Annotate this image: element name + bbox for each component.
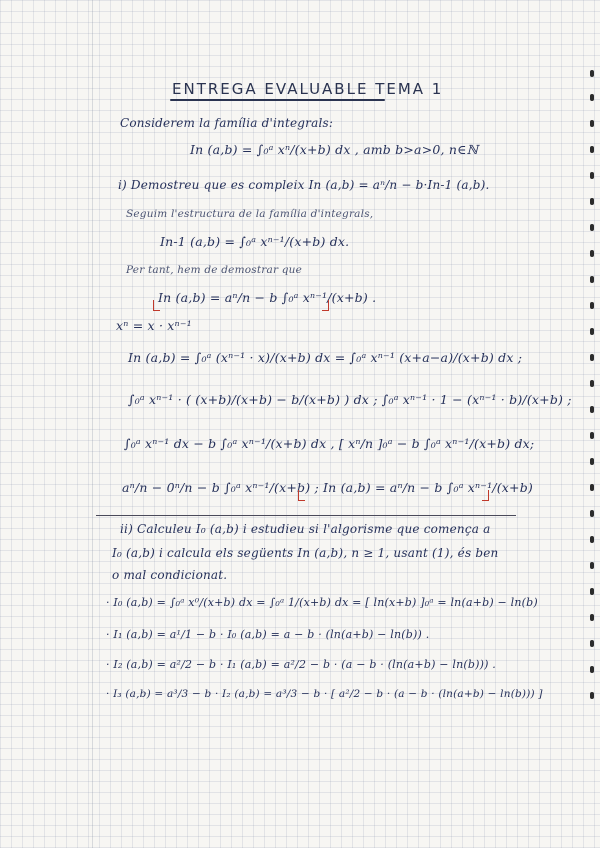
section-divider — [96, 515, 516, 516]
part-i-eq-4: In (a,b) = ∫₀ᵃ (xⁿ⁻¹ · x)/(x+b) dx = ∫₀ᵃ xⁿ⁻¹ (x+a−a)/(x+b) dx ; — [128, 350, 523, 365]
part-i-statement: i) Demostreu que es compleix In (a,b) = aⁿ/n − b·In-1 (a,b). — [118, 178, 490, 192]
part-i-eq-2: In (a,b) = aⁿ/n − b ∫₀ᵃ xⁿ⁻¹/(x+b) . — [158, 290, 377, 305]
red-bracket-left — [153, 300, 160, 311]
part-i-eq-7: aⁿ/n − 0ⁿ/n − b ∫₀ᵃ xⁿ⁻¹/(x+b) ; In (a,b) = aⁿ/n − b ∫₀ᵃ xⁿ⁻¹/(x+b) — [122, 480, 533, 495]
part-i-eq-1: In-1 (a,b) = ∫₀ᵃ xⁿ⁻¹/(x+b) dx. — [160, 234, 350, 249]
integral-definition: In (a,b) = ∫₀ᵃ xⁿ/(x+b) dx , amb b>a>0, n∈ℕ — [190, 142, 479, 157]
intro-text: Considerem la família d'integrals: — [120, 116, 334, 130]
margin-line — [92, 0, 93, 848]
red-bracket-left-2 — [298, 490, 305, 501]
part-ii-eq-2: · I₁ (a,b) = a¹/1 − b · I₀ (a,b) = a − b · (ln(a+b) − ln(b)) . — [106, 628, 430, 641]
page-title: ENTREGA EVALUABLE TEMA 1 — [172, 80, 444, 98]
red-bracket-right-2 — [482, 490, 489, 501]
part-i-eq-5: ∫₀ᵃ xⁿ⁻¹ · ( (x+b)/(x+b) − b/(x+b) ) dx ; ∫₀ᵃ xⁿ⁻¹ · 1 − (xⁿ⁻¹ · b)/(x+b) ; — [128, 392, 572, 407]
part-i-note-2: Per tant, hem de demostrar que — [126, 264, 302, 276]
part-ii-eq-1: · I₀ (a,b) = ∫₀ᵃ x⁰/(x+b) dx = ∫₀ᵃ 1/(x+b) dx = [ ln(x+b) ]₀ᵃ = ln(a+b) − ln(b) — [106, 596, 538, 609]
binding-holes — [586, 70, 594, 720]
red-bracket-right — [322, 300, 329, 311]
title-underline — [170, 99, 385, 101]
part-i-eq-6: ∫₀ᵃ xⁿ⁻¹ dx − b ∫₀ᵃ xⁿ⁻¹/(x+b) dx , [ xⁿ/n ]₀ᵃ − b ∫₀ᵃ xⁿ⁻¹/(x+b) dx; — [124, 436, 535, 451]
part-ii-statement-1: ii) Calculeu I₀ (a,b) i estudieu si l'algorisme que comença a — [120, 522, 491, 536]
part-ii-eq-4: · I₃ (a,b) = a³/3 − b · I₂ (a,b) = a³/3 − b · [ a²/2 − b · (a − b · (ln(a+b) − ln(b))) ] — [106, 688, 543, 700]
part-ii-statement-2: I₀ (a,b) i calcula els següents In (a,b), n ≥ 1, usant (1), és ben — [112, 546, 499, 560]
part-i-eq-3: xⁿ = x · xⁿ⁻¹ — [116, 318, 192, 333]
part-ii-eq-3: · I₂ (a,b) = a²/2 − b · I₁ (a,b) = a²/2 − b · (a − b · (ln(a+b) − ln(b))) . — [106, 658, 496, 671]
part-i-note-1: Seguim l'estructura de la família d'integrals, — [126, 208, 374, 220]
part-ii-statement-3: o mal condicionat. — [112, 568, 228, 582]
